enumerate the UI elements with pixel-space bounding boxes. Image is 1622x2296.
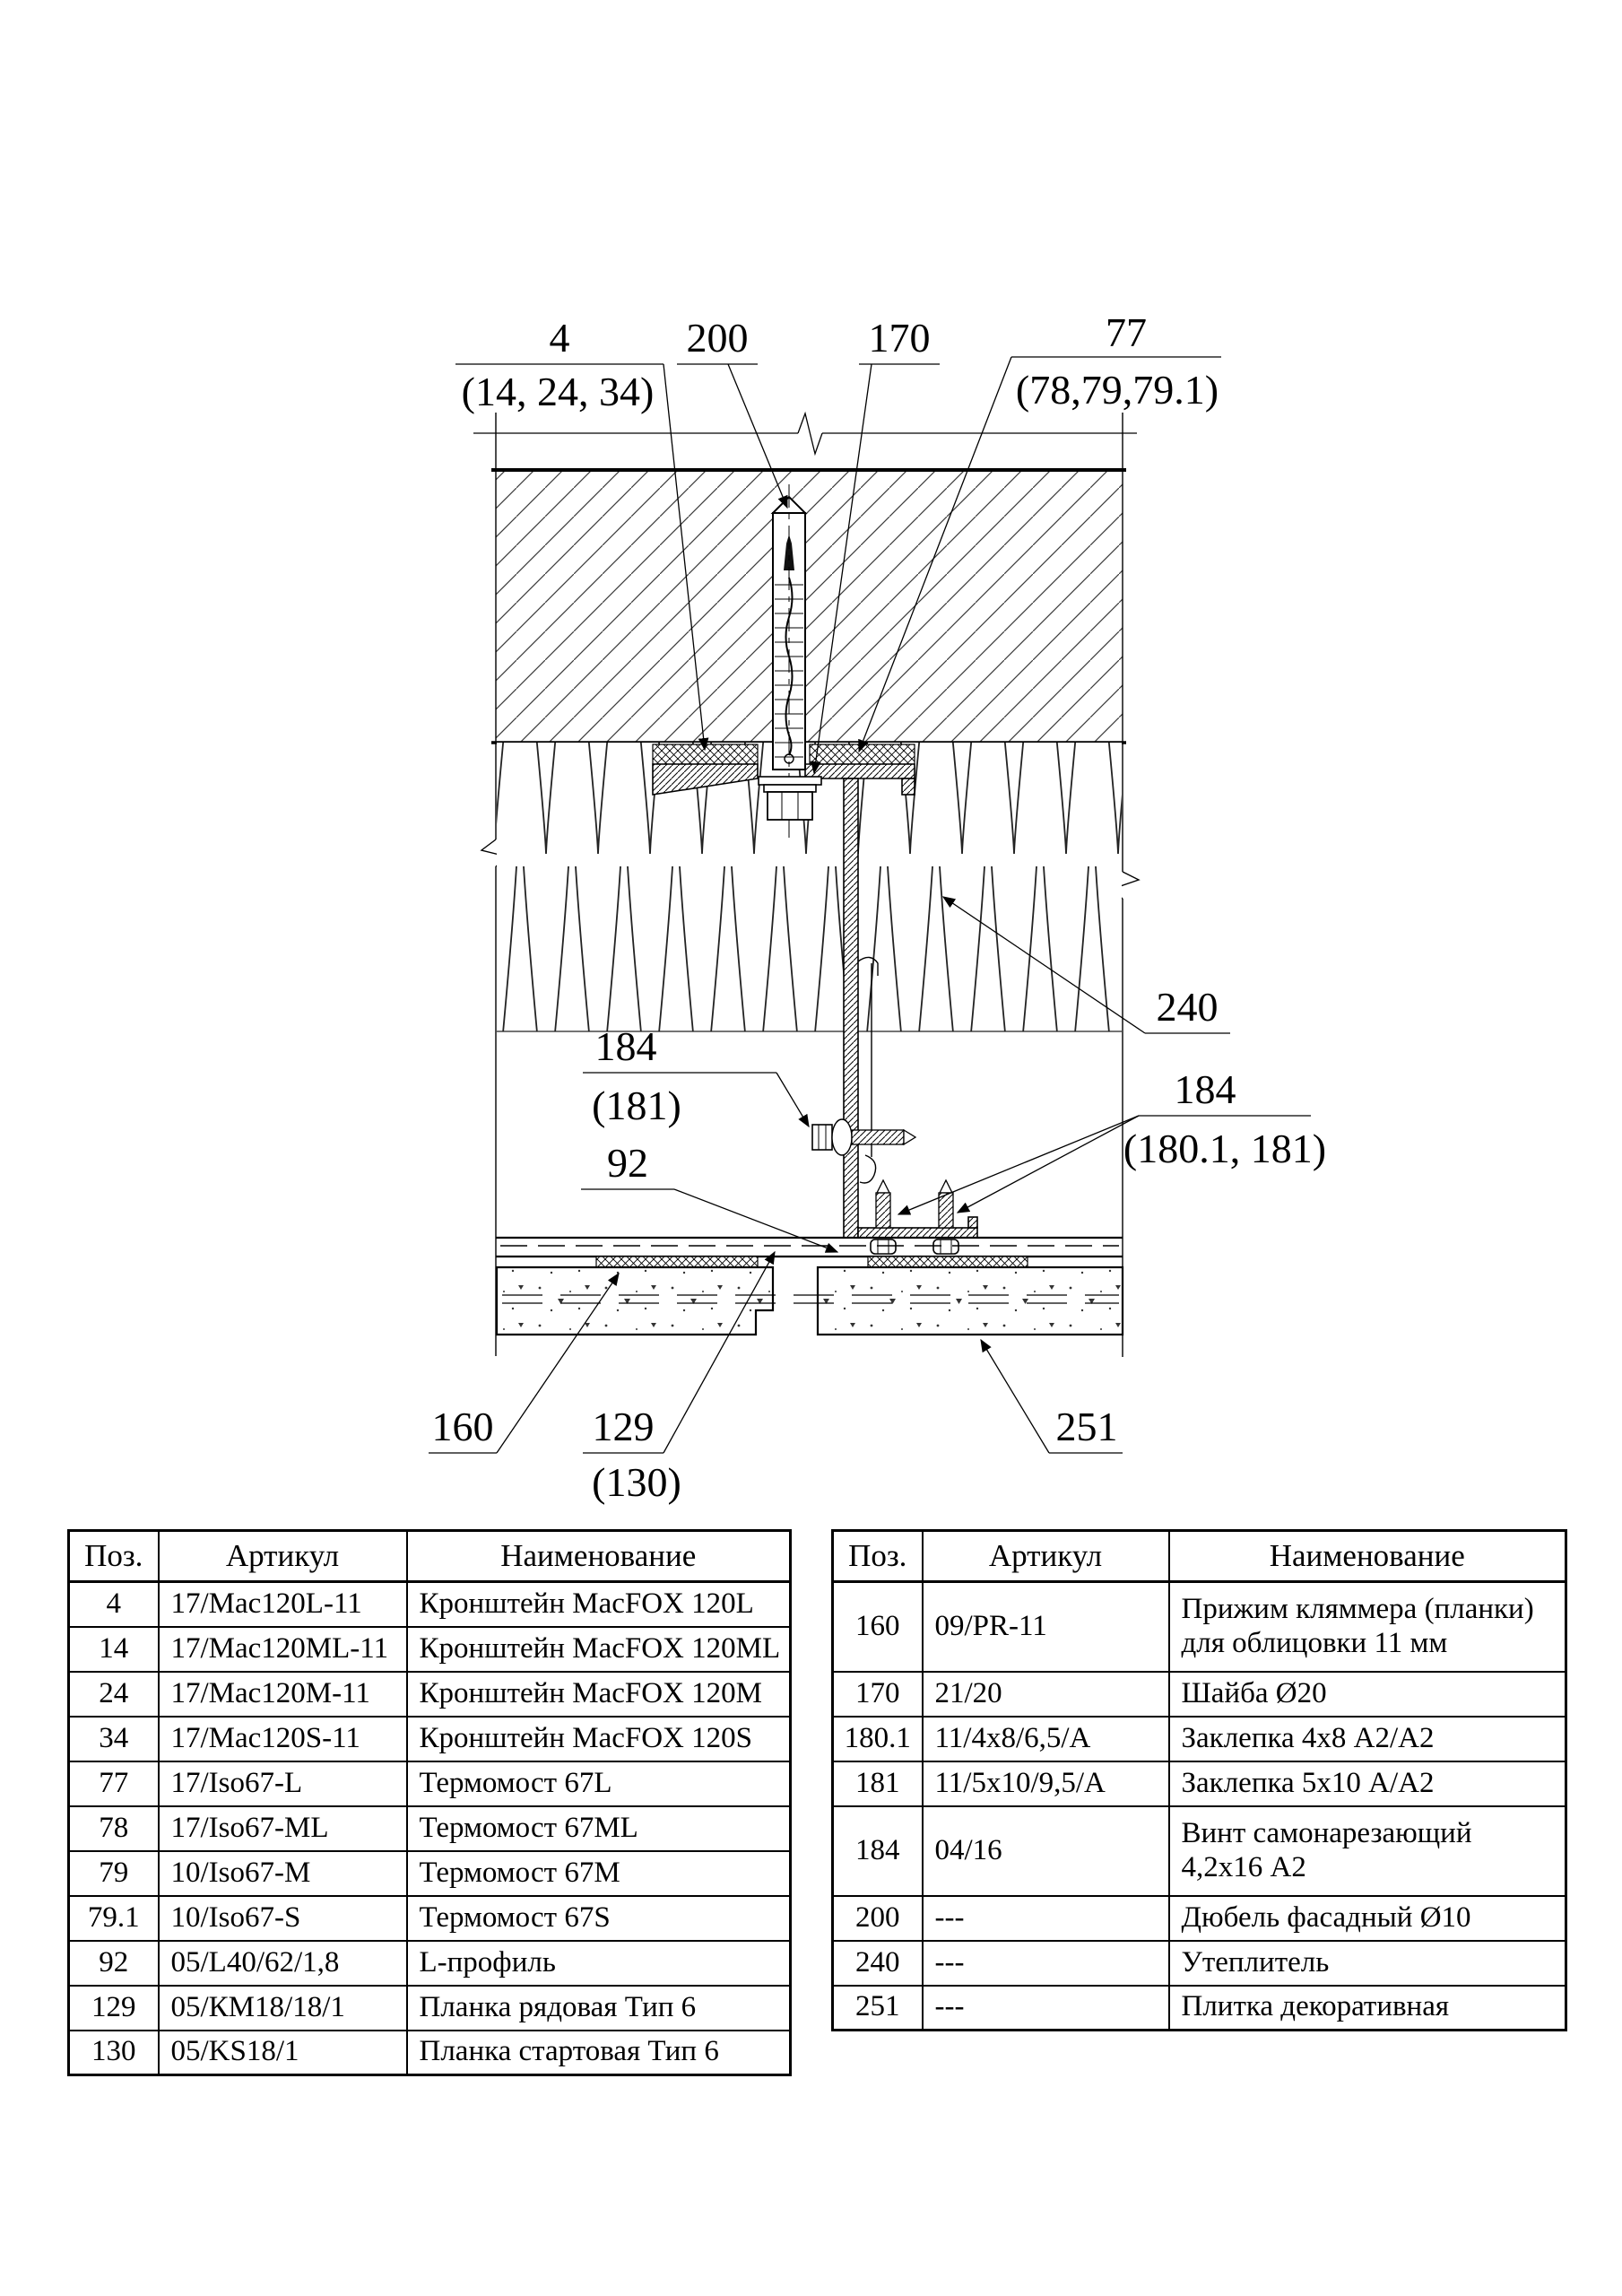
cell-nam: Винт самонарезающий 4,2x16 А2 — [1169, 1806, 1566, 1896]
cell-art: 04/16 — [923, 1806, 1169, 1896]
cell-art: 17/Mac120S-11 — [159, 1717, 407, 1761]
cell-nam: Термомост 67L — [407, 1761, 791, 1806]
cell-art: 11/5x10/9,5/А — [923, 1761, 1169, 1806]
table-row — [69, 1717, 791, 1761]
cell-art: 05/L40/62/1,8 — [159, 1941, 407, 1986]
cell-pos: 78 — [69, 1806, 159, 1851]
cell-pos: 24 — [69, 1672, 159, 1717]
table-row — [833, 1896, 1566, 1941]
col-header-pos: Поз. — [69, 1531, 159, 1582]
cell-art: 17/Mac120M-11 — [159, 1672, 407, 1717]
callout-l-profile-main: 92 — [607, 1140, 648, 1186]
callout-tile-main: 251 — [1055, 1404, 1118, 1449]
cell-nam: Термомост 67ML — [407, 1806, 791, 1851]
cell-art: 11/4x8/6,5/А — [923, 1717, 1169, 1761]
table-header-row — [833, 1531, 1566, 1582]
vertical-screw-1 — [871, 1180, 896, 1254]
callout-plank-sub: (130) — [592, 1459, 681, 1505]
cell-pos: 251 — [833, 1986, 923, 2031]
cell-art: 09/PR-11 — [923, 1582, 1169, 1672]
concrete-wall — [491, 470, 1126, 743]
callout-screw-left-main: 184 — [594, 1023, 657, 1069]
callout-screw-left-sub: (181) — [592, 1083, 681, 1128]
cell-art: 10/Iso67-M — [159, 1851, 407, 1896]
callout-thermobridge-sub: (78,79,79.1) — [1015, 367, 1219, 413]
cell-art: --- — [923, 1896, 1169, 1941]
cell-nam: Планка рядовая Тип 6 — [407, 1986, 791, 2031]
table-row — [69, 1672, 791, 1717]
table-row — [833, 1941, 1566, 1986]
cladding-rail — [496, 1238, 1123, 1267]
cell-art: 05/KS18/1 — [159, 2031, 407, 2075]
col-header-pos: Поз. — [833, 1531, 923, 1582]
cell-art: 17/Iso67-ML — [159, 1806, 407, 1851]
cell-nam: Кронштейн MacFOX 120L — [407, 1582, 791, 1627]
table-row — [69, 2031, 791, 2075]
cell-pos: 129 — [69, 1986, 159, 2031]
cell-nam: Кронштейн MacFOX 120M — [407, 1672, 791, 1717]
cell-pos: 181 — [833, 1761, 923, 1806]
cell-art: 17/Mac120ML-11 — [159, 1627, 407, 1672]
cell-pos: 4 — [69, 1582, 159, 1627]
callout-bracket-main: 4 — [549, 315, 570, 361]
horizontal-screw — [812, 1119, 915, 1155]
cell-pos: 14 — [69, 1627, 159, 1672]
cell-nam: Заклепка 4x8 А2/А2 — [1169, 1717, 1566, 1761]
cell-nam: Дюбель фасадный Ø10 — [1169, 1896, 1566, 1941]
table-row — [833, 1986, 1566, 2031]
table-row — [833, 1806, 1566, 1896]
col-header-art: Артикул — [923, 1531, 1169, 1582]
table-row — [69, 1761, 791, 1806]
cell-pos: 77 — [69, 1761, 159, 1806]
cell-art: 05/КМ18/18/1 — [159, 1986, 407, 2031]
cell-art: 17/Mac120L-11 — [159, 1582, 407, 1627]
callout-screw-left — [583, 1023, 809, 1128]
cell-nam: Прижим кляммера (планки) для облицовки 11 мм — [1169, 1582, 1566, 1672]
table-row — [833, 1672, 1566, 1717]
table-row — [69, 1851, 791, 1896]
cell-pos: 130 — [69, 2031, 159, 2075]
table-row — [833, 1761, 1566, 1806]
col-header-nam: Наименование — [407, 1531, 791, 1582]
callout-insulation-main: 240 — [1156, 984, 1219, 1030]
cell-pos: 160 — [833, 1582, 923, 1672]
callout-thermobridge-main: 77 — [1106, 309, 1147, 355]
table-row — [69, 1896, 791, 1941]
cell-art: 17/Iso67-L — [159, 1761, 407, 1806]
callout-plank-main: 129 — [592, 1404, 655, 1449]
break-line-top — [473, 413, 1137, 454]
cell-pos: 34 — [69, 1717, 159, 1761]
callout-clamp-main: 160 — [431, 1404, 494, 1449]
cell-nam: L-профиль — [407, 1941, 791, 1986]
table-row — [69, 1582, 791, 1627]
callout-screws-right-sub: (180.1, 181) — [1123, 1126, 1327, 1171]
table-row — [69, 1806, 791, 1851]
parts-table-right — [831, 1529, 1567, 2031]
decorative-tiles — [497, 1267, 1123, 1335]
cell-nam: Планка стартовая Тип 6 — [407, 2031, 791, 2075]
cell-pos: 79 — [69, 1851, 159, 1896]
cell-pos: 184 — [833, 1806, 923, 1896]
callout-washer-main: 170 — [868, 315, 931, 361]
callout-dowel-main: 200 — [686, 315, 749, 361]
col-header-art: Артикул — [159, 1531, 407, 1582]
callout-screws-right-main: 184 — [1174, 1066, 1236, 1112]
cell-pos: 79.1 — [69, 1896, 159, 1941]
cell-pos: 170 — [833, 1672, 923, 1717]
cell-nam: Термомост 67S — [407, 1896, 791, 1941]
parts-table-left — [67, 1529, 792, 2076]
table-row — [833, 1582, 1566, 1672]
cell-nam: Кронштейн MacFOX 120S — [407, 1717, 791, 1761]
cell-art: 21/20 — [923, 1672, 1169, 1717]
cell-nam: Плитка декоративная — [1169, 1986, 1566, 2031]
cell-pos: 200 — [833, 1896, 923, 1941]
cell-pos: 180.1 — [833, 1717, 923, 1761]
cell-art: 10/Iso67-S — [159, 1896, 407, 1941]
table-header-row — [69, 1531, 791, 1582]
cell-pos: 240 — [833, 1941, 923, 1986]
washer-and-nut — [759, 777, 821, 820]
table-row — [69, 1941, 791, 1986]
cell-nam: Кронштейн MacFOX 120ML — [407, 1627, 791, 1672]
cell-nam: Утеплитель — [1169, 1941, 1566, 1986]
cell-pos: 92 — [69, 1941, 159, 1986]
cell-art: --- — [923, 1986, 1169, 2031]
table-row — [69, 1986, 791, 2031]
callout-bracket-sub: (14, 24, 34) — [461, 369, 655, 414]
cell-nam: Заклепка 5x10 А/А2 — [1169, 1761, 1566, 1806]
col-header-nam: Наименование — [1169, 1531, 1566, 1582]
cell-nam: Термомост 67М — [407, 1851, 791, 1896]
table-row — [69, 1627, 791, 1672]
table-row — [833, 1717, 1566, 1761]
callout-l-profile — [581, 1140, 837, 1252]
vertical-screws — [871, 1180, 958, 1254]
cell-art: --- — [923, 1941, 1169, 1986]
cell-nam: Шайба Ø20 — [1169, 1672, 1566, 1717]
callout-screws-right — [898, 1066, 1326, 1214]
callout-tile — [981, 1340, 1123, 1453]
